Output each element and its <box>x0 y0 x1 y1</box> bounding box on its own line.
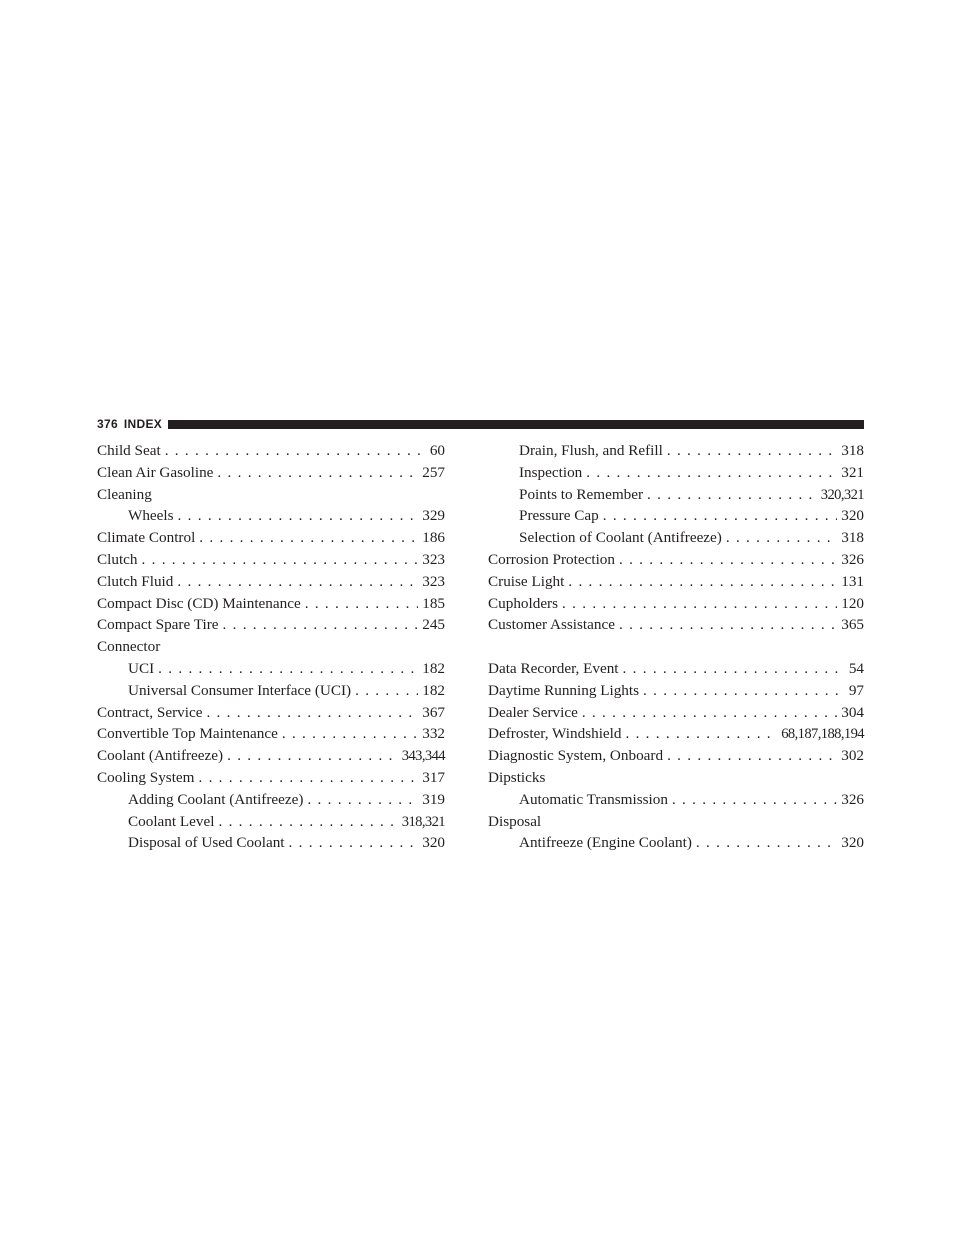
index-entry <box>488 484 864 506</box>
index-entry <box>488 593 864 615</box>
index-page-ref: 321 <box>841 463 864 481</box>
index-entry <box>97 658 445 680</box>
index-entry <box>488 702 864 724</box>
index-page-ref: 245 <box>422 616 445 634</box>
dot-leader <box>625 723 777 745</box>
index-entry <box>97 527 445 549</box>
index-page-ref: 54 <box>848 659 864 677</box>
index-term: Inspection <box>519 463 583 481</box>
dot-leader <box>582 702 837 724</box>
dot-leader <box>305 593 419 615</box>
index-entry <box>97 811 445 833</box>
dot-leader <box>643 680 845 702</box>
dot-leader <box>217 462 418 484</box>
index-page-ref: 120 <box>841 594 864 612</box>
index-entry <box>488 505 864 527</box>
dot-leader <box>227 745 398 767</box>
dot-leader <box>562 593 837 615</box>
index-page-ref: 318 <box>841 442 864 459</box>
index-term: Drain, Flush, and Refill <box>519 442 663 459</box>
index-entry <box>488 462 864 484</box>
index-entry <box>97 745 445 767</box>
index-page-ref: 185 <box>422 594 445 612</box>
index-heading <box>488 767 864 789</box>
index-page-ref: 320 <box>841 834 864 852</box>
dot-leader <box>206 702 418 724</box>
index-term: Antifreeze (Engine Coolant) <box>519 834 692 852</box>
index-term: Cleaning <box>97 485 152 503</box>
dot-leader <box>623 658 845 680</box>
index-page-ref: 302 <box>841 747 864 765</box>
index-term: Daytime Running Lights <box>488 681 640 699</box>
dot-leader <box>619 614 837 636</box>
index-term: Wheels <box>128 507 174 525</box>
index-page-ref: 365 <box>841 616 864 634</box>
index-term: Diagnostic System, Onboard <box>488 747 664 765</box>
index-term: Compact Disc (CD) Maintenance <box>97 594 301 612</box>
index-page-ref: 304 <box>841 703 864 721</box>
index-page-ref: 323 <box>422 572 445 590</box>
index-page-ref: 320 <box>422 834 445 852</box>
dot-leader <box>223 614 419 636</box>
index-entry <box>97 767 445 789</box>
index-term: Adding Coolant (Antifreeze) <box>128 790 304 808</box>
dot-leader <box>177 571 418 593</box>
index-page-ref: 68,187,188,194 <box>781 726 864 743</box>
dot-leader <box>696 832 837 854</box>
dot-leader <box>178 505 419 527</box>
index-term: Coolant Level <box>128 812 215 830</box>
dot-leader <box>158 658 418 680</box>
index-term: UCI <box>128 659 155 677</box>
index-term: Dealer Service <box>488 703 578 721</box>
index-page-ref: 320 <box>841 507 864 525</box>
index-term: Clutch Fluid <box>97 572 174 590</box>
index-page-ref: 343,344 <box>401 748 445 765</box>
index-entry <box>97 549 445 571</box>
index-page-ref: 323 <box>422 550 445 568</box>
index-entry <box>97 680 445 702</box>
page-number: 376 <box>97 417 118 431</box>
dot-leader <box>672 789 837 811</box>
dot-leader <box>198 767 418 789</box>
index-heading <box>97 484 445 506</box>
index-page-ref: 97 <box>848 681 864 699</box>
dot-leader <box>218 811 397 833</box>
index-gap <box>488 636 864 658</box>
index-term: Compact Spare Tire <box>97 616 219 634</box>
index-term: Disposal <box>488 812 542 830</box>
index-page-ref: 186 <box>422 529 445 547</box>
section-title: INDEX <box>123 417 163 431</box>
index-page-ref: 257 <box>422 463 445 481</box>
index-page-ref: 329 <box>422 507 445 525</box>
dot-leader <box>667 745 837 767</box>
index-entry <box>97 614 445 636</box>
dot-leader <box>282 723 418 745</box>
index-term: Pressure Cap <box>519 507 599 525</box>
index-entry <box>488 789 864 811</box>
index-term: Universal Consumer Interface (UCI) <box>128 681 352 699</box>
dot-leader <box>647 484 817 506</box>
index-entry <box>97 723 445 745</box>
index-page-ref: 182 <box>422 659 445 677</box>
index-entry <box>488 614 864 636</box>
index-entry <box>97 593 445 615</box>
index-column-left <box>97 440 445 854</box>
index-page-ref: 326 <box>841 550 864 568</box>
index-term: Connector <box>97 638 161 656</box>
dot-leader <box>603 505 837 527</box>
index-entry <box>97 462 445 484</box>
index-term: Automatic Transmission <box>519 790 668 808</box>
index-term: Cupholders <box>488 594 559 612</box>
dot-leader <box>307 789 418 811</box>
index-term: Disposal of Used Coolant <box>128 834 285 852</box>
index-entry <box>488 527 864 549</box>
index-entry <box>488 723 864 745</box>
index-heading <box>488 811 864 833</box>
index-page-ref: 319 <box>422 790 445 808</box>
page-header <box>97 416 864 432</box>
index-heading <box>97 636 445 658</box>
header-rule <box>168 420 864 429</box>
index-term: Cruise Light <box>488 572 565 590</box>
index-entry <box>97 505 445 527</box>
index-page-ref: 182 <box>422 681 445 699</box>
index-entry <box>488 832 864 854</box>
dot-leader <box>568 571 837 593</box>
index-entry <box>488 440 864 462</box>
dot-leader <box>355 680 418 702</box>
index-page-ref: 367 <box>422 703 445 721</box>
index-entry <box>97 440 445 462</box>
index-term: Defroster, Windshield <box>488 725 622 743</box>
index-page-ref: 317 <box>422 768 445 786</box>
dot-leader <box>142 549 419 571</box>
dot-leader <box>619 549 837 571</box>
index-page-ref: 320,321 <box>820 486 864 503</box>
index-page-ref: 318 <box>841 529 864 547</box>
index-term: Cooling System <box>97 768 195 786</box>
index-entry <box>488 571 864 593</box>
index-column-right <box>488 440 864 854</box>
index-page-ref: 326 <box>841 790 864 808</box>
dot-leader <box>165 440 426 462</box>
index-term: Selection of Coolant (Antifreeze) <box>519 529 722 547</box>
index-term: Contract, Service <box>97 703 203 721</box>
index-term: Corrosion Protection <box>488 550 615 568</box>
index-entry <box>488 745 864 767</box>
index-term: Child Seat <box>97 442 161 459</box>
index-entry <box>97 702 445 724</box>
index-term: Clutch <box>97 550 138 568</box>
dot-leader <box>726 527 837 549</box>
index-entry <box>488 680 864 702</box>
index-page-ref: 131 <box>841 572 864 590</box>
index-term: Convertible Top Maintenance <box>97 725 278 743</box>
index-page-ref: 60 <box>429 442 445 459</box>
index-entry <box>97 571 445 593</box>
index-entry <box>97 789 445 811</box>
index-term: Clean Air Gasoline <box>97 463 214 481</box>
index-term: Climate Control <box>97 529 196 547</box>
index-term: Data Recorder, Event <box>488 659 619 677</box>
index-entry <box>488 549 864 571</box>
index-page-ref: 318,321 <box>401 813 445 830</box>
index-term: Dipsticks <box>488 768 546 786</box>
index-entry <box>488 658 864 680</box>
dot-leader <box>199 527 418 549</box>
index-term: Points to Remember <box>519 485 644 503</box>
index-term: Customer Assistance <box>488 616 615 634</box>
index-entry <box>97 832 445 854</box>
index-page-ref: 332 <box>422 725 445 743</box>
dot-leader <box>667 440 837 462</box>
dot-leader <box>586 462 837 484</box>
index-term: Coolant (Antifreeze) <box>97 747 224 765</box>
dot-leader <box>289 832 419 854</box>
